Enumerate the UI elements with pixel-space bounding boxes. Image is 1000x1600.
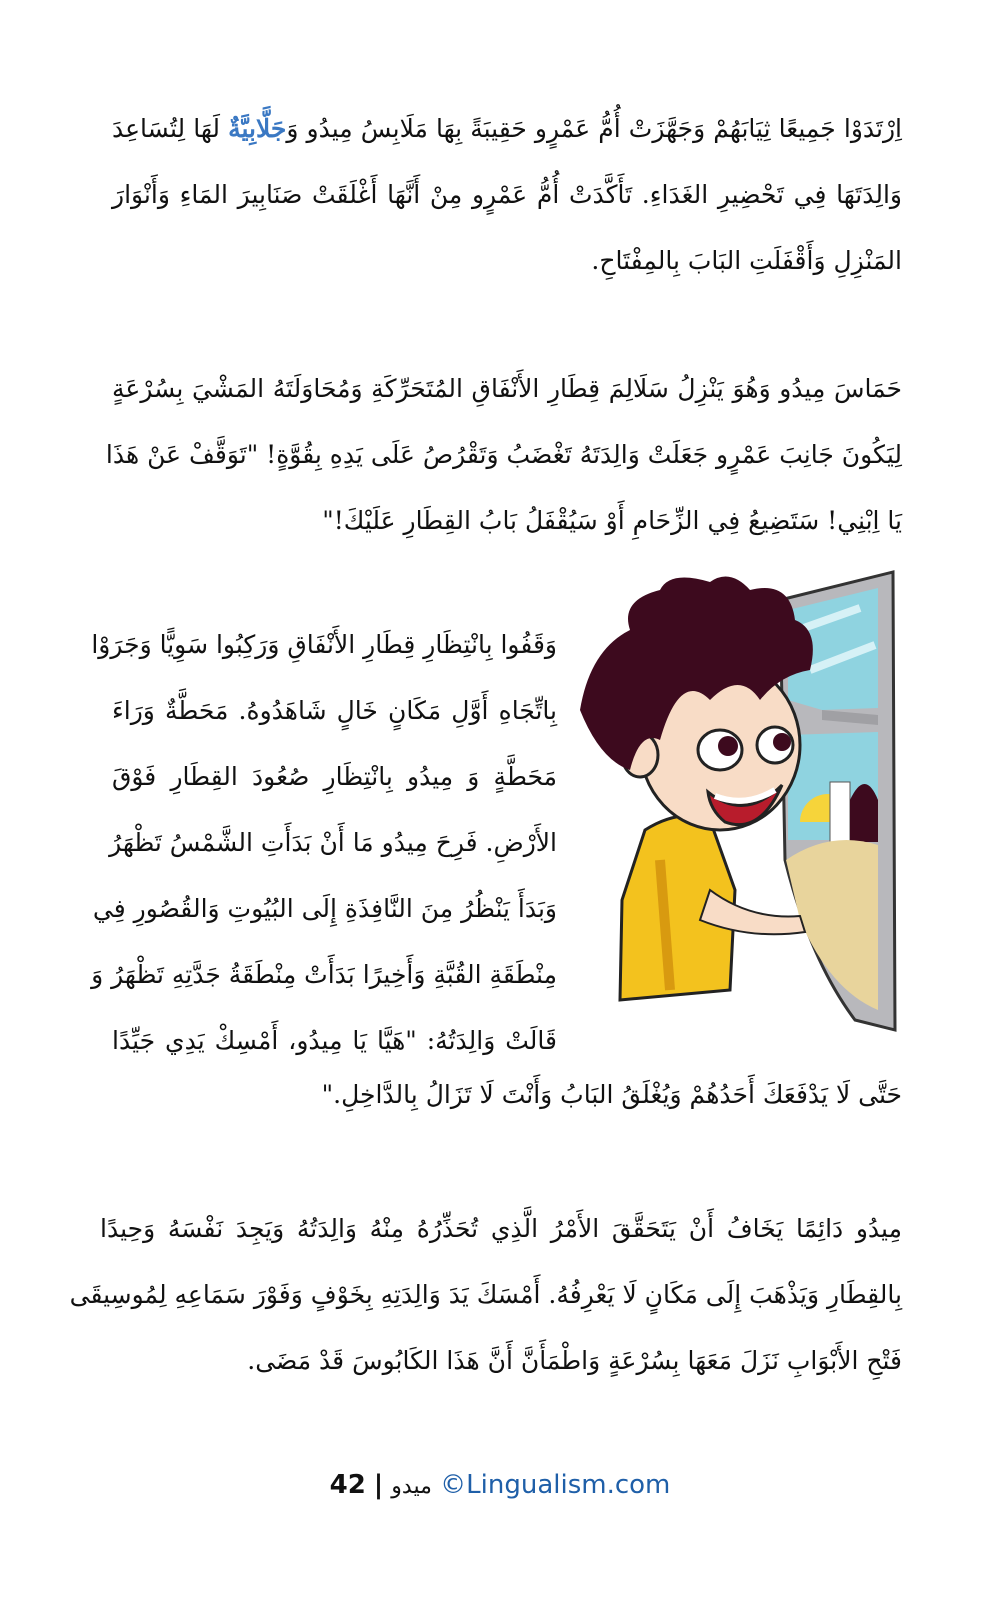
text-segment: اِرْتَدَوْا جَمِيعًا ثِيَابَهُمْ وَجَهَّزَتْ أُمُّ عَمْرٍو حَقِيبَةً بِهَا مَلَابِسُ مِيدُو وَ — [286, 114, 902, 143]
text-line: مِنْطَقَةِ القُبَّةِ وَأَخِيرًا بَدَأَتْ مِنْطَقَةُ جَدَّتِهِ تَظْهَرُ وَ — [91, 960, 557, 989]
page-number: 42 — [329, 1470, 366, 1500]
text-line: وَبَدَأَ يَنْظُرُ مِنَ النَّافِذَةِ إِلَى البُيُوتِ وَالقُصُورِ فِي — [92, 894, 557, 923]
text-line: الأَرْضِ. فَرِحَ مِيدُو مَا أَنْ بَدَأَتِ الشَّمْسُ تَظْهَرُ — [109, 828, 557, 857]
text-line: بِاتِّجَاهِ أَوَّلِ مَكَانٍ خَالٍ شَاهَدُوهُ. مَحَطَّةٌ وَرَاءَ — [112, 696, 557, 725]
text-line: حَمَاسَ مِيدُو وَهُوَ يَنْزِلُ سَلَالِمَ قِطَارِ الأَنْفَاقِ المُتَحَرِّكَةِ وَمُحَاوَلَتَهُ المَشْيَ بِسُرْعَةٍ — [112, 374, 902, 403]
paragraph-3 — [91, 612, 557, 1074]
page-footer — [0, 1470, 1000, 1500]
text-line: فَتْحِ الأَبْوَابِ نَزَلَ مَعَهَا بِسُرْعَةٍ وَاطْمَأَنَّ أَنَّ هَذَا الكَابُوسَ قَدْ مَضَى. — [247, 1346, 902, 1375]
text-line — [112, 96, 902, 162]
paragraph-3-continued — [112, 1062, 902, 1128]
text-line: وَالِدَتَهَا فِي تَحْضِيرِ الغَدَاءِ. تَأَكَّدَتْ أُمُّ عَمْرٍو مِنْ أَنَّهَا أَغْلَقَتْ صَنَابِيرَ المَاءِ وَأَنْوَارَ — [112, 180, 902, 209]
paragraph-2 — [105, 356, 902, 554]
text-line: المَنْزِلِ وَأَقْفَلَتِ البَابَ بِالمِفْتَاحِ. — [591, 246, 902, 275]
book-title: ميدو — [391, 1474, 432, 1499]
paragraph-1 — [112, 96, 902, 294]
copyright-symbol: © — [440, 1470, 467, 1500]
site-link[interactable]: Lingualism.com — [466, 1470, 671, 1500]
text-segment: لَهَا لِتُسَاعِدَ — [112, 114, 229, 143]
text-line: يَا اِبْنِي! سَتَضِيعُ فِي الزِّحَامِ أَوْ سَيُقْفَلُ بَابُ القِطَارِ عَلَيْكَ!" — [322, 506, 902, 535]
text-line: قَالَتْ وَالِدَتُهُ: "هَيَّا يَا مِيدُو، أَمْسِكْ يَدِي جَيِّدًا — [112, 1026, 557, 1055]
paragraph-4 — [69, 1196, 902, 1394]
text-line: مِيدُو دَائِمًا يَخَافُ أَنْ يَتَحَقَّقَ الأَمْرُ الَّذِي تُحَذِّرُهُ مِنْهُ وَالِدَتُهُ وَيَجِدَ نَفْسَهُ وَحِيدًا — [100, 1214, 902, 1243]
text-line: لِيَكُونَ جَانِبَ عَمْرٍو جَعَلَتْ وَالِدَتَهُ تَغْضَبُ وَتَقْرُصُ عَلَى يَدِهِ بِقُوَّةٍ! "تَوَقَّفْ عَنْ هَذَا — [105, 440, 902, 469]
footer-separator: | — [373, 1470, 384, 1500]
boy-at-train-window-illustration — [560, 560, 900, 1040]
text-line: مَحَطَّةٍ وَ مِيدُو بِانْتِظَارِ صُعُودَ القِطَارِ فَوْقَ — [112, 762, 557, 791]
text-line: حَتَّى لَا يَدْفَعَكَ أَحَدُهُمْ وَيُغْلَقُ البَابُ وَأَنْتَ لَا تَزَالُ بِالدَّاخِلِ." — [321, 1080, 902, 1109]
highlighted-word: جَلَّابِيَّةٌ — [228, 114, 287, 143]
text-line: وَقَفُوا بِانْتِظَارِ قِطَارِ الأَنْفَاقِ وَرَكِبُوا سَوِيًّا وَجَرَوْا — [91, 630, 557, 659]
text-line: بِالقِطَارِ وَيَذْهَبَ إِلَى مَكَانٍ لَا يَعْرِفُهُ. أَمْسَكَ يَدَ وَالِدَتِهِ بِخَوْفٍ وَفَوْرَ سَمَاعِهِ لِمُوسِيقَى — [69, 1280, 902, 1309]
